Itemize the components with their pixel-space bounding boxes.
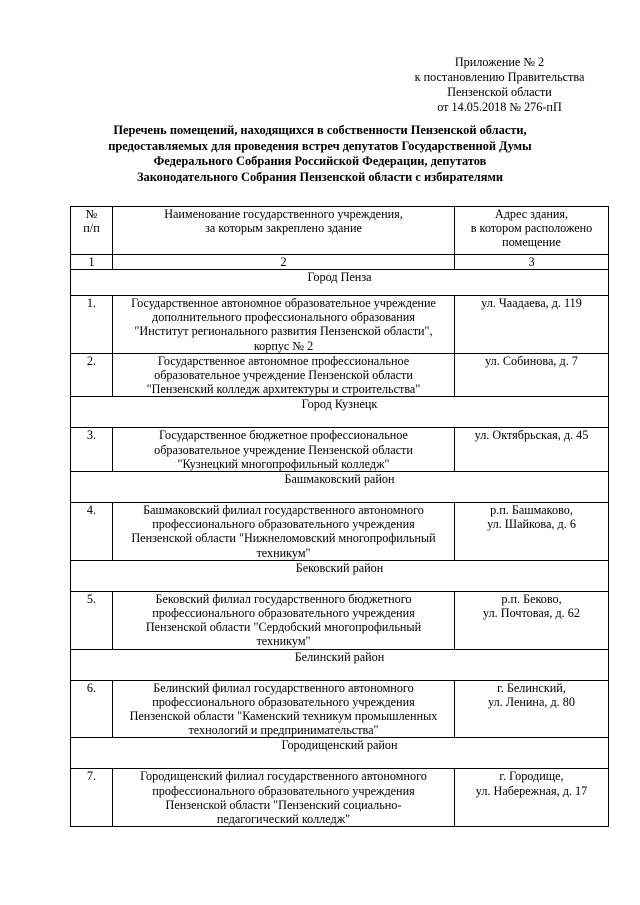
building-address — [455, 591, 609, 649]
title-line: Федерального Собрания Российской Федерации, депутатов — [153, 154, 487, 168]
building-address-line: г. Городище, — [499, 769, 564, 784]
institution-name — [113, 296, 455, 354]
section-title: Город Пенза — [71, 270, 609, 296]
building-address — [455, 296, 609, 354]
section-title: Белинский район — [71, 649, 609, 680]
annex-block — [392, 55, 607, 115]
building-address-line: ул. Собинова, д. 7 — [485, 353, 578, 368]
institution-name-line: технологий и предпринимательства" — [188, 723, 379, 738]
institution-name-line: Пензенской области "Сердобский многопрофильный — [145, 620, 422, 635]
institution-name-line: Государственное автономное образовательное учреждение — [131, 296, 436, 310]
row-number: 5. — [71, 591, 113, 649]
header-address-line: Адрес здания, — [494, 207, 569, 221]
institution-name-line: Государственное бюджетное профессиональное — [159, 428, 408, 443]
header-number-line: № — [85, 207, 98, 221]
institution-name-line: Городищенский филиал государственного автономного — [140, 769, 427, 784]
building-address — [455, 680, 609, 738]
table-row — [71, 769, 609, 827]
building-address-line: г. Белинский, — [497, 680, 566, 695]
institution-name-line: профессионального образовательного учреждения — [152, 517, 415, 532]
building-address-line: ул. Шайкова, д. 6 — [487, 517, 576, 532]
row-number: 4. — [71, 503, 113, 561]
institution-name-line: Пензенской области "Нижнеломовский многопрофильный — [131, 531, 436, 546]
institution-name-line: образовательное учреждение Пензенской области — [154, 368, 413, 383]
section-row — [71, 649, 609, 680]
section-title: Бековский район — [71, 560, 609, 591]
premises-table — [70, 206, 609, 827]
institution-name-line: техникум" — [256, 545, 311, 560]
institution-name — [113, 428, 455, 472]
institution-name-line: корпус № 2 — [253, 338, 314, 353]
institution-name — [113, 503, 455, 561]
table-row — [71, 428, 609, 472]
building-address-line: р.п. Беково, — [501, 591, 562, 606]
institution-name-line: Белинский филиал государственного автономного — [153, 680, 414, 695]
institution-name-line: "Пензенский колледж архитектуры и строительства" — [146, 382, 421, 397]
column-index-row — [71, 255, 609, 270]
institution-name-line: Пензенской области "Каменский техникум промышленных — [129, 709, 438, 724]
annex-line: Пензенской области — [447, 85, 552, 99]
section-title: Городищенский район — [71, 738, 609, 769]
building-address-line: ул. Октябрьская, д. 45 — [474, 428, 589, 443]
header-institution — [113, 207, 455, 255]
institution-name-line: образовательное учреждение Пензенской области — [154, 442, 413, 457]
section-row — [71, 738, 609, 769]
institution-name-line: Пензенской области "Пензенский социально- — [165, 797, 402, 812]
institution-name-line: Бековский филиал государственного бюджетного — [155, 591, 412, 606]
building-address-line: ул. Ленина, д. 80 — [488, 694, 575, 709]
header-number-line: п/п — [83, 221, 100, 236]
row-number: 7. — [71, 769, 113, 827]
institution-name — [113, 591, 455, 649]
institution-name-line: профессионального образовательного учреждения — [152, 606, 415, 621]
column-index: 3 — [455, 255, 609, 270]
header-address — [455, 207, 609, 255]
table-row — [71, 680, 609, 738]
annex-line: к постановлению Правительства — [414, 70, 585, 84]
table-header-row — [71, 207, 609, 255]
title-line: Перечень помещений, находящихся в собственности Пензенской области, — [113, 123, 527, 137]
header-address-line: помещение — [502, 235, 561, 250]
institution-name — [113, 353, 455, 397]
section-row — [71, 270, 609, 296]
header-address-line: в котором расположено — [470, 221, 593, 236]
header-institution-line: Наименование государственного учреждения, — [164, 207, 403, 221]
row-number: 3. — [71, 428, 113, 472]
title-line: предоставляемых для проведения встреч депутатов Государственной Думы — [108, 138, 532, 153]
building-address-line: ул. Набережная, д. 17 — [475, 783, 588, 798]
section-row — [71, 472, 609, 503]
header-institution-line: за которым закреплено здание — [205, 221, 362, 236]
building-address-line: ул. Чаадаева, д. 119 — [481, 296, 582, 310]
institution-name-line: техникум" — [256, 634, 311, 649]
table-row — [71, 503, 609, 561]
section-row — [71, 397, 609, 428]
building-address — [455, 428, 609, 472]
section-title: Город Кузнецк — [71, 397, 609, 428]
row-number: 6. — [71, 680, 113, 738]
table-row — [71, 353, 609, 397]
institution-name-line: дополнительного профессионального образования — [152, 310, 415, 325]
section-title: Башмаковский район — [71, 472, 609, 503]
institution-name-line: "Институт регионального развития Пензенской области", — [134, 324, 433, 339]
table-body — [71, 255, 609, 827]
column-index: 1 — [71, 255, 113, 270]
institution-name-line: "Кузнецкий многопрофильный колледж" — [177, 456, 390, 471]
row-number: 2. — [71, 353, 113, 397]
table-row — [71, 296, 609, 354]
row-number: 1. — [71, 296, 113, 354]
building-address-line: р.п. Башмаково, — [490, 503, 573, 518]
title-line: Законодательного Собрания Пензенской области с избирателями — [136, 169, 504, 184]
institution-name-line: Государственное автономное профессиональное — [157, 353, 410, 368]
document-title — [70, 123, 570, 185]
building-address — [455, 769, 609, 827]
column-index: 2 — [113, 255, 455, 270]
institution-name-line: Башмаковский филиал государственного автономного — [143, 503, 424, 518]
annex-line: от 14.05.2018 № 276-пП — [437, 100, 562, 114]
institution-name-line: профессионального образовательного учреждения — [152, 694, 415, 709]
institution-name-line: профессионального образовательного учреждения — [152, 783, 415, 798]
institution-name — [113, 680, 455, 738]
building-address — [455, 503, 609, 561]
section-row — [71, 560, 609, 591]
header-number — [71, 207, 113, 255]
institution-name — [113, 769, 455, 827]
building-address — [455, 353, 609, 397]
institution-name-line: педагогический колледж" — [216, 812, 351, 827]
table-row — [71, 591, 609, 649]
annex-line: Приложение № 2 — [454, 55, 545, 69]
building-address-line: ул. Почтовая, д. 62 — [483, 606, 580, 621]
